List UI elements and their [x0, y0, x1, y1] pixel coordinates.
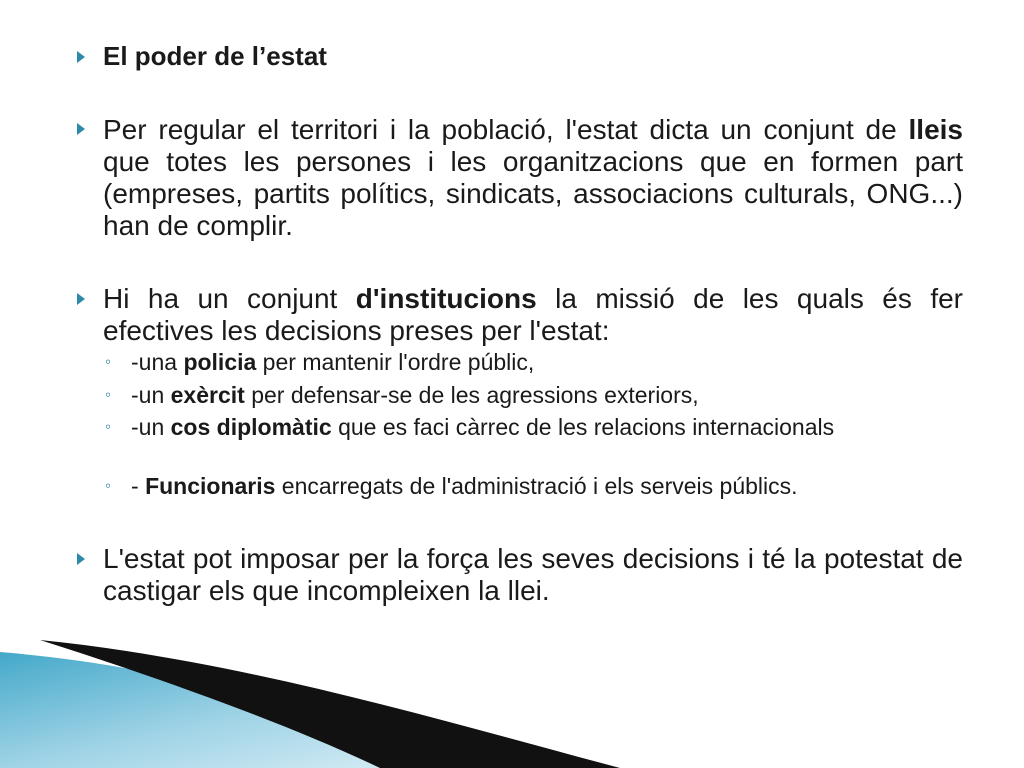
decorative-swoosh: [0, 600, 1024, 768]
sub-bullet-icon: ◦: [105, 352, 112, 371]
bold-term: exèrcit: [170, 382, 245, 408]
sub-item-diplomatic: [131, 415, 963, 440]
bullet-arrow-icon: [77, 51, 85, 63]
bullet-arrow-icon: [77, 293, 85, 305]
paragraph-text: Per regular el territori i la població, l'estat dicta un conjunt de: [103, 114, 909, 145]
paragraph-text: la missió de les quals és fer efectives les decisions preses per l'estat:: [103, 283, 963, 346]
slide-title: El poder de l’estat: [103, 41, 327, 71]
sub-item-text: per mantenir l'ordre públic,: [256, 349, 535, 375]
sub-item-text: -un: [131, 382, 171, 408]
paragraph-text: Hi ha un conjunt: [103, 283, 356, 314]
sub-bullet-icon: ◦: [105, 385, 112, 404]
sub-item-army: [131, 383, 963, 408]
bullet-arrow-icon: [77, 123, 85, 135]
paragraph-text: que totes les persones i les organitzacions que en formen part (empreses, partits polítics, sindicats, associacions culturals, ONG...) han de complir.: [103, 146, 963, 241]
paragraph-institutions: [103, 283, 963, 347]
sub-item-text: -una: [131, 349, 184, 375]
paragraph-laws: [103, 114, 963, 242]
sub-item-text: -un: [131, 414, 171, 440]
bold-term: cos diplomàtic: [170, 414, 332, 440]
sub-item-text: que es faci càrrec de les relacions internacionals: [331, 414, 835, 440]
bold-term-institucions: d'institucions: [355, 283, 537, 314]
sub-item-police: [131, 350, 963, 375]
sub-bullet-icon: ◦: [105, 476, 112, 495]
sub-item-text: -: [131, 473, 146, 499]
bold-term: policia: [183, 349, 257, 375]
bold-term: Funcionaris: [145, 473, 276, 499]
sub-item-text: encarregats de l'administració i els serveis públics.: [275, 473, 798, 499]
sub-bullet-icon: ◦: [105, 417, 112, 436]
bullet-arrow-icon: [77, 553, 85, 565]
sub-item-civil-servants: [131, 474, 963, 499]
bold-term-lleis: lleis: [908, 114, 963, 145]
sub-item-text: per defensar-se de les agressions exteriors,: [244, 382, 699, 408]
paragraph-power: L'estat pot imposar per la força les seves decisions i té la potestat de castigar els que incompleixen la llei.: [103, 543, 963, 606]
